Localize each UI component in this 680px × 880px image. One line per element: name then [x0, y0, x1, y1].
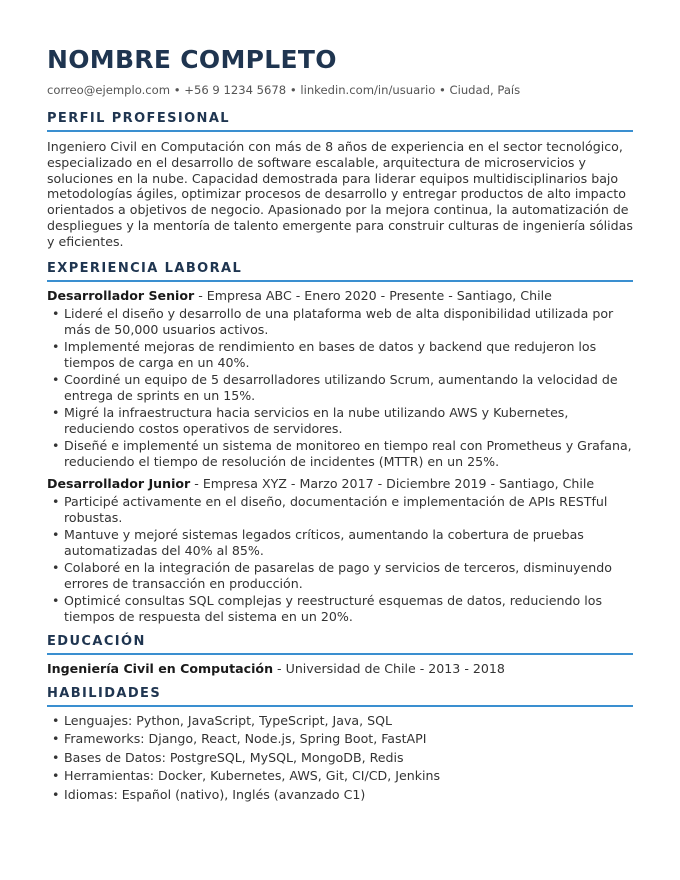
profile-section-title: PERFIL PROFESIONAL	[47, 110, 633, 132]
full-name: NOMBRE COMPLETO	[47, 45, 337, 74]
list-item: • Idiomas: Español (nativo), Inglés (avanzado C1)	[47, 787, 633, 803]
list-item: • Implementé mejoras de rendimiento en bases de datos y backend que redujeron los tiempos de carga en un 40%.	[47, 339, 633, 371]
skills-list	[47, 713, 633, 803]
skills-section-title: HABILIDADES	[47, 685, 633, 707]
list-item: • Mantuve y mejoré sistemas legados críticos, aumentando la cobertura de pruebas automatizadas del 40% al 85%.	[47, 527, 633, 559]
job-details: - Empresa ABC - Enero 2020 - Presente - Santiago, Chile	[194, 287, 552, 303]
job-entry	[47, 288, 633, 470]
education-section-title: EDUCACIÓN	[47, 633, 633, 655]
education-section	[47, 633, 633, 677]
job-achievements	[47, 494, 633, 625]
experience-section	[47, 260, 633, 625]
list-item: • Bases de Datos: PostgreSQL, MySQL, MongoDB, Redis	[47, 750, 633, 766]
job-entry	[47, 476, 633, 625]
list-item: • Herramientas: Docker, Kubernetes, AWS, Git, CI/CD, Jenkins	[47, 768, 633, 784]
list-item: • Coordiné un equipo de 5 desarrolladores utilizando Scrum, aumentando la velocidad de entrega de sprints en un 15%.	[47, 372, 633, 404]
job-role: Desarrollador Senior	[47, 287, 195, 303]
contact-line: correo@ejemplo.com • +56 9 1234 5678 • linkedin.com/in/usuario • Ciudad, País	[47, 83, 521, 97]
list-item: • Diseñé e implementé un sistema de monitoreo en tiempo real con Prometheus y Grafana, reduciendo el tiempo de resolución de incidentes (MTTR) en un 25%.	[47, 438, 633, 470]
list-item: • Colaboré en la integración de pasarelas de pago y servicios de terceros, disminuyendo errores de transacción en producción.	[47, 560, 633, 592]
job-header	[47, 288, 633, 304]
list-item: • Migré la infraestructura hacia servicios en la nube utilizando AWS y Kubernetes, reduciendo costos operativos de servidores.	[47, 405, 633, 437]
job-role: Desarrollador Junior	[47, 475, 191, 491]
education-details: - Universidad de Chile - 2013 - 2018	[273, 660, 505, 676]
list-item: • Frameworks: Django, React, Node.js, Spring Boot, FastAPI	[47, 731, 633, 747]
list-item: • Optimicé consultas SQL complejas y reestructuré esquemas de datos, reduciendo los tiempos de respuesta del sistema en un 20%.	[47, 593, 633, 625]
skills-section	[47, 685, 633, 803]
job-achievements	[47, 306, 633, 470]
list-item: • Lenguajes: Python, JavaScript, TypeScript, Java, SQL	[47, 713, 633, 729]
list-item: • Participé activamente en el diseño, documentación e implementación de APIs RESTful robustas.	[47, 494, 633, 526]
degree-name: Ingeniería Civil en Computación	[47, 660, 274, 676]
experience-section-title: EXPERIENCIA LABORAL	[47, 260, 633, 282]
profile-summary: Ingeniero Civil en Computación con más de 8 años de experiencia en el sector tecnológico, especializado en el desarrollo de software escalable, arquitectura de microservicios y soluciones en la nube. Capacidad demostrada para liderar equipos multidisciplinarios bajo metodologías ágiles, optimizar procesos de desarrollo y entregar productos de alto impacto orientados a objetivos de negocio. Apasionado por la mejora continua, la automatización de despliegues y la mentoría de talento emergente para construir culturas de ingeniería sólidas y eficientes.	[47, 139, 633, 249]
job-header	[47, 476, 633, 492]
profile-section	[47, 110, 633, 250]
list-item: • Lideré el diseño y desarrollo de una plataforma web de alta disponibilidad utilizada por más de 50,000 usuarios activos.	[47, 306, 633, 338]
education-entry	[47, 661, 633, 677]
job-details: - Empresa XYZ - Marzo 2017 - Diciembre 2019 - Santiago, Chile	[190, 475, 595, 491]
